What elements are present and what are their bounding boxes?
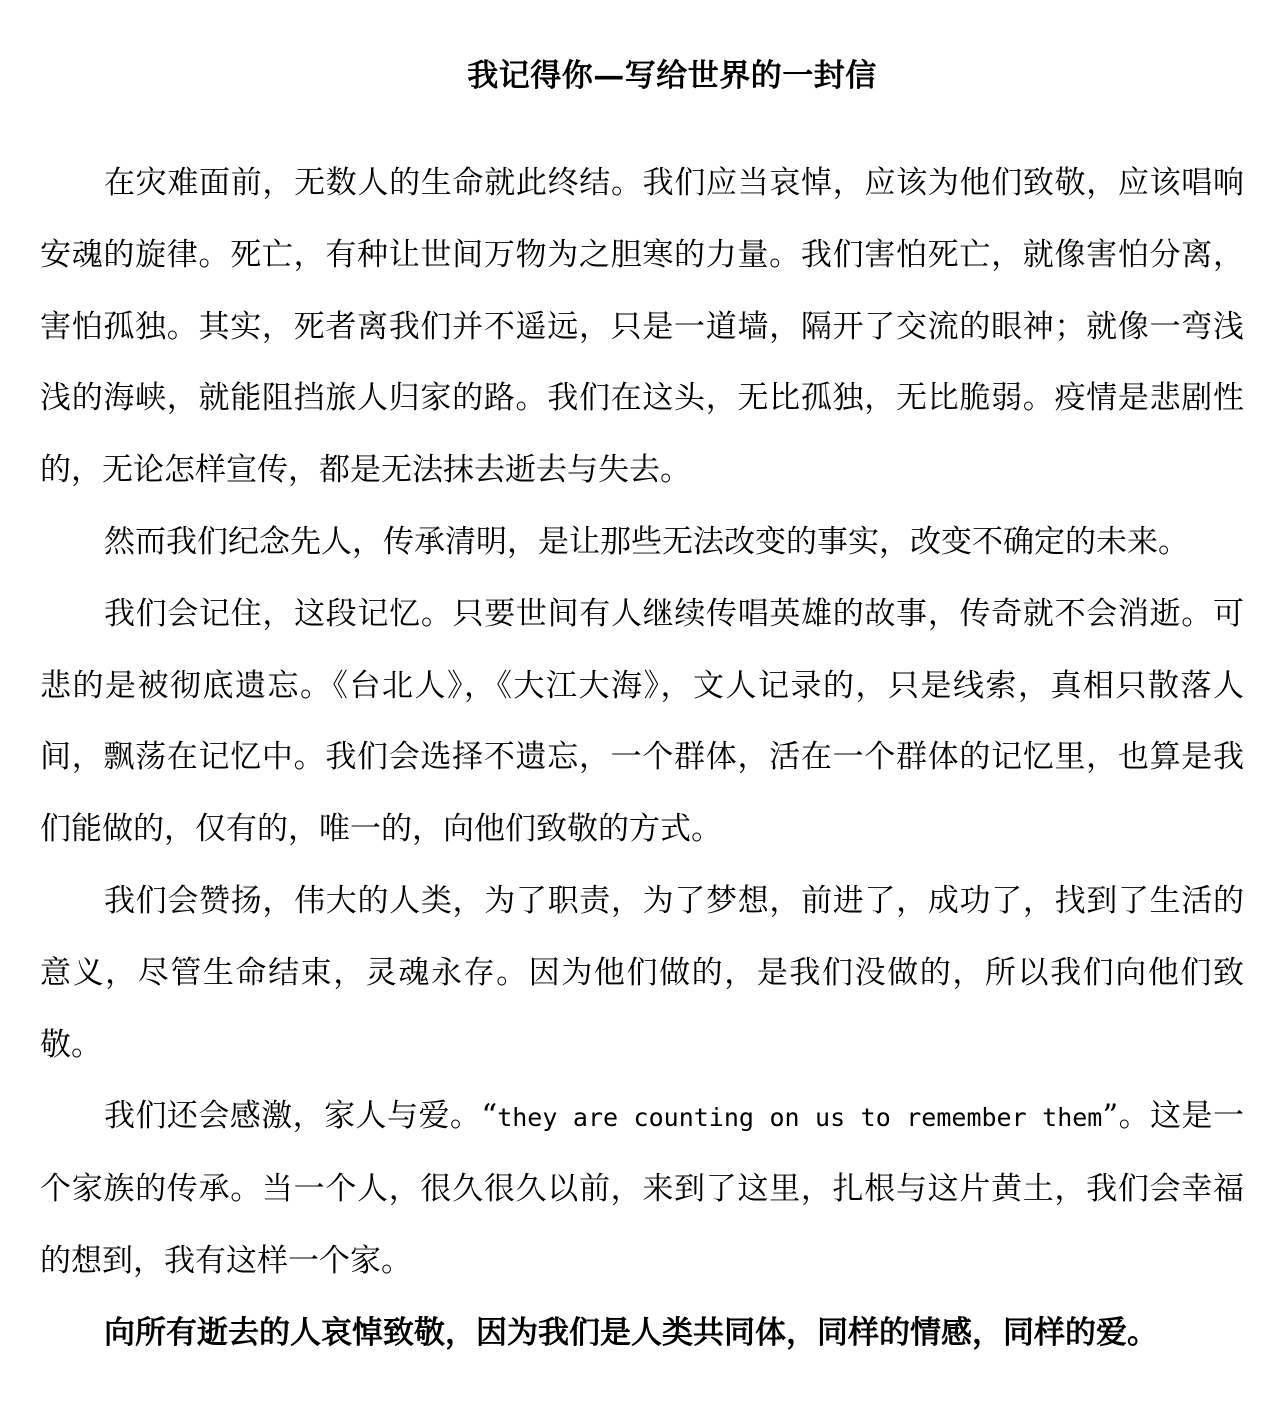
paragraph-memory: 我们会记住，这段记忆。只要世间有人继续传唱英雄的故事，传奇就不会消逝。可悲的是被彻底遗忘。《台北人》，《大江大海》，文人记录的，只是线索，真相只散落人间，飘荡在记忆中。我们会选择不遗忘，一个群体，活在一个群体的记忆里，也算是我们能做的，仅有的，唯一的，向他们致敬的方式。 <box>40 595 1244 848</box>
paragraph-praise: 我们会赞扬，伟大的人类，为了职责，为了梦想，前进了，成功了，找到了生活的意义，尽管生命结束，灵魂永存。因为他们做的，是我们没做的，所以我们向他们致敬。 <box>40 882 1244 1063</box>
paragraph-gratitude <box>40 1081 1244 1297</box>
document-body <box>40 148 1244 1370</box>
paragraph-disaster-mourning: 在灾难面前，无数人的生命就此终结。我们应当哀悼，应该为他们致敬，应该唱响安魂的旋律。死亡，有种让世间万物为之胆寒的力量。我们害怕死亡，就像害怕分离，害怕孤独。其实，死者离我们并不遥远，只是一道墙，隔开了交流的眼神；就像一弯浅浅的海峡，就能阻挡旅人归家的路。我们在这头，无比孤独，无比脆弱。疫情是悲剧性的，无论怎样宣传，都是无法抹去逝去与失去。 <box>40 165 1244 489</box>
gratitude-text-after: ”。这是一个家族的传承。当一个人，很久很久以前，来到了这里，扎根与这片黄土，我们会幸福的想到，我有这样一个家。 <box>40 1098 1244 1279</box>
english-quote: they are counting on us to remember them <box>497 1103 1103 1133</box>
paragraph-closing-tribute: 向所有逝去的人哀悼致敬，因为我们是人类共同体，同样的情感，同样的爱。 <box>104 1314 1158 1351</box>
document-title: 我记得你—写给世界的一封信 <box>467 58 877 94</box>
gratitude-text-before: 我们还会感激，家人与爱。“ <box>104 1098 498 1135</box>
paragraph-remembrance: 然而我们纪念先人，传承清明，是让那些无法改变的事实，改变不确定的未来。 <box>104 523 1189 560</box>
